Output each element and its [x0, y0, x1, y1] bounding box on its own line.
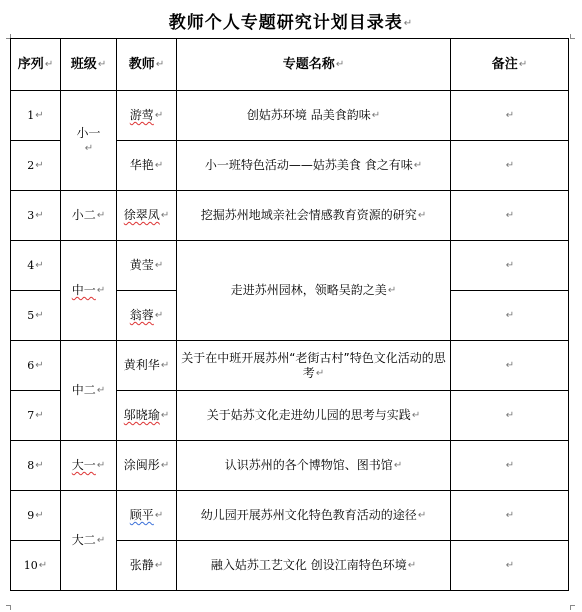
teacher-cell: 张静↵: [117, 541, 177, 591]
topic-cell: 融入姑苏工艺文化 创设江南特色环境↵: [177, 541, 451, 591]
table-row: [11, 341, 569, 391]
table-row: [11, 491, 569, 541]
seq-cell: 9↵: [11, 491, 61, 541]
table-row: [11, 241, 569, 291]
teacher-cell: 黄莹↵: [117, 241, 177, 291]
remarks-cell: ↵: [451, 341, 569, 391]
table-header-row: [11, 39, 569, 91]
topic-cell: 小一班特色活动——姑苏美食 食之有味↵: [177, 141, 451, 191]
seq-cell: 6↵: [11, 341, 61, 391]
paragraph-mark: ↵: [403, 17, 414, 29]
research-plan-table: [10, 38, 569, 591]
remarks-cell: ↵: [451, 491, 569, 541]
table-row: [11, 191, 569, 241]
table-row: [11, 441, 569, 491]
topic-cell: 走进苏州园林，领略吴韵之美↵: [177, 241, 451, 341]
header-teacher: 教师↵: [117, 39, 177, 91]
topic-cell: 关于姑苏文化走进幼儿园的思考与实践↵: [177, 391, 451, 441]
header-remarks: 备注↵: [451, 39, 569, 91]
teacher-cell: 顾平↵: [117, 491, 177, 541]
margin-corner-bottom-right: [570, 605, 575, 610]
header-class: 班级↵: [61, 39, 117, 91]
class-cell: 大一↵: [61, 441, 117, 491]
topic-cell: 创姑苏环境 品美食韵味↵: [177, 91, 451, 141]
topic-cell: 认识苏州的各个博物馆、图书馆↵: [177, 441, 451, 491]
seq-cell: 4↵: [11, 241, 61, 291]
topic-cell: 幼儿园开展苏州文化特色教育活动的途径↵: [177, 491, 451, 541]
teacher-cell: 邬晓瑜↵: [117, 391, 177, 441]
remarks-cell: ↵: [451, 91, 569, 141]
class-cell: 小二↵: [61, 191, 117, 241]
topic-cell: 关于在中班开展苏州“老街古村”特色文化活动的思考↵: [177, 341, 451, 391]
margin-corner-top-right: [570, 34, 575, 39]
document-title-text: 教师个人专题研究计划目录表: [168, 13, 403, 33]
seq-cell: 5↵: [11, 291, 61, 341]
seq-cell: 1↵: [11, 91, 61, 141]
seq-cell: 10↵: [11, 541, 61, 591]
seq-cell: 8↵: [11, 441, 61, 491]
teacher-cell: 游莺↵: [117, 91, 177, 141]
teacher-cell: 翁蓉↵: [117, 291, 177, 341]
teacher-cell: 徐翠凤↵: [117, 191, 177, 241]
seq-cell: 2↵: [11, 141, 61, 191]
teacher-cell: 华艳↵: [117, 141, 177, 191]
seq-cell: 3↵: [11, 191, 61, 241]
remarks-cell: ↵: [451, 391, 569, 441]
seq-cell: 7↵: [11, 391, 61, 441]
class-cell: 中二↵: [61, 341, 117, 441]
remarks-cell: ↵: [451, 541, 569, 591]
remarks-cell: ↵: [451, 191, 569, 241]
header-seq: 序列↵: [11, 39, 61, 91]
teacher-cell: 涂闽彤↵: [117, 441, 177, 491]
remarks-cell: ↵: [451, 441, 569, 491]
class-cell: 小一 ↵: [61, 91, 117, 191]
margin-corner-bottom-left: [6, 605, 11, 610]
class-cell: 中一↵: [61, 241, 117, 341]
remarks-cell: ↵: [451, 141, 569, 191]
class-cell: 大二↵: [61, 491, 117, 591]
topic-cell: 挖掘苏州地域亲社会情感教育资源的研究↵: [177, 191, 451, 241]
teacher-cell: 黄利华↵: [117, 341, 177, 391]
header-topic: 专题名称↵: [177, 39, 451, 91]
remarks-cell: ↵: [451, 241, 569, 291]
table-row: [11, 91, 569, 141]
document-title: [0, 8, 582, 33]
remarks-cell: ↵: [451, 291, 569, 341]
